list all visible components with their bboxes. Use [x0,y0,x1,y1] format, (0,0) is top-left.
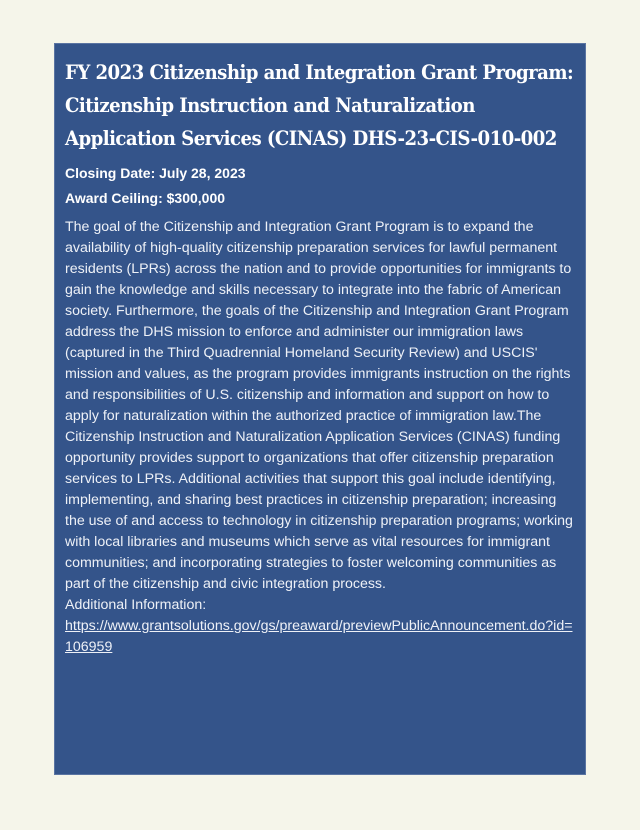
grant-description: The goal of the Citizenship and Integration Grant Program is to expand the availability of high-quality citizenship preparation services for lawful permanent residents (LPRs) across the nation and to provide opportunities for immigrants to gain the knowledge and skills necessary to integrate into the fabric of American society. Furthermore, the goals of the Citizenship and Integration Grant Program address the DHS mission to enforce and administer our immigration laws (captured in the Third Quadrennial Homeland Security Review) and USCIS' mission and values, as the program provides immigrants instruction on the rights and responsibilities of U.S. citizenship and information and support on how to apply for naturalization within the authorized practice of immigration law.The Citizenship Instruction and Naturalization Application Services (CINAS) funding opportunity provides support to organizations that offer citizenship preparation services to LPRs. Additional activities that support this goal include identifying, implementing, and sharing best practices in citizenship preparation; increasing the use of and access to technology in citizenship preparation programs; working with local libraries and museums which serve as vital resources for immigrant communities; and incorporating strategies to foster welcoming communities as part of the citizenship and civic integration process. [65,219,573,592]
additional-info-label: Additional Information: [65,597,207,613]
grant-title: FY 2023 Citizenship and Integration Grant Program: Citizenship Instruction and Naturalization Application Services (CINAS) DHS-23-CIS-010-002 [65,61,574,150]
grant-description-block [65,217,575,658]
award-ceiling: Award Ceiling: $300,000 [65,190,226,206]
grant-card [54,43,586,775]
announcement-link[interactable]: https://www.grantsolutions.gov/gs/preaward/previewPublicAnnouncement.do?id=106959 [65,618,573,655]
closing-date: Closing Date: July 28, 2023 [65,165,246,181]
